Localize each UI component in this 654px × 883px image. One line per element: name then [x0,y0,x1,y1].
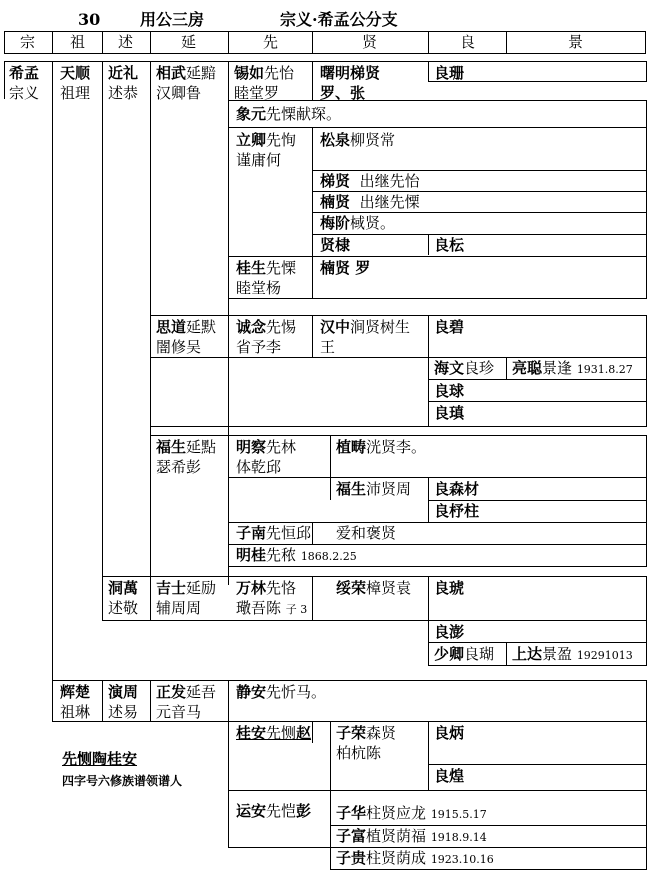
person-aihe: 爱和褒贤 [336,524,397,542]
person-hanzhong: 汉中涧贤树生 [320,318,411,336]
person-hanzhong-zi: 王 [320,338,336,356]
person-meijie: 梅阶棫贤。 [320,214,396,232]
person-fusheng-2: 福生沛贤周 [336,480,412,498]
person-liangzhen: 良瑱 [434,404,465,422]
person-yanzhou: 演周 [108,683,139,701]
person-xiru-zi: 睦堂罗 [234,84,280,102]
person-liangzhuzhu: 良杼柱 [434,502,480,520]
person-fusheng-zi: 瑟希彭 [156,458,202,476]
person-tixian: 梯贤 出继先怡 [320,172,420,190]
person-suirong: 绥荣樟贤袁 [336,579,412,597]
person-shuming: 曙明梯贤 [320,64,381,82]
person-tianshun-zi: 祖理 [60,84,91,102]
person-huichu: 辉楚 [60,683,91,701]
person-liangshan: 良珊 [434,64,465,82]
person-shaoqing: 少卿良瑚 [434,645,495,663]
person-zhengfa-zi: 元音马 [156,703,202,721]
gen-header-zong: 宗 [20,33,36,51]
person-mingcha-zi: 体乾邱 [236,458,282,476]
person-dongwan: 洞萬 [108,579,139,597]
person-lianghu: 良琥 [434,579,465,597]
person-chengnian: 诚念先惕 [236,318,297,336]
person-minggui: 明桂先秾 1868.2.25 [236,546,357,564]
person-liqing: 立卿先恂 [236,131,297,149]
branch-title: 宗义·希孟公分支 [280,10,398,29]
person-nanxian-2: 楠贤 罗 [320,259,371,277]
person-jinli: 近礼 [108,64,139,82]
person-ximeng: 希孟 [9,64,40,82]
page-number: 30 [78,10,101,29]
person-liangbi: 良碧 [434,318,465,336]
person-shuming-wife: 罗、张 [320,84,366,102]
person-jishi-zi: 辅周周 [156,599,202,617]
credit-role: 四字号六修族谱领谱人 [62,774,183,788]
person-nanxian: 楠贤 出继先慄 [320,193,420,211]
person-lianghuang: 良煌 [434,767,465,785]
person-liangsencai: 良森材 [434,480,480,498]
person-tianshun: 天顺 [60,64,91,82]
credit-name: 先恻陶桂安 [62,750,138,768]
person-sidao-zi: 闇修吴 [156,338,202,356]
person-liqing-zi: 谨庸何 [236,151,282,169]
gen-header-jing: 景 [568,33,584,51]
person-zigui: 子贵柱贤荫成 1923.10.16 [336,849,494,867]
person-chengnian-zi: 省予李 [236,338,282,356]
person-liangpeng: 良澎 [434,623,465,641]
gen-header-yan: 延 [181,33,197,51]
person-wanlin: 万林先恪 [236,579,297,597]
person-yunan: 运安先恺彭 [236,802,312,820]
person-liangqiu: 良球 [434,382,465,400]
person-xiangwu: 相武延黯 [156,64,217,82]
person-jinli-zi: 述恭 [108,84,139,102]
person-wanlin-zi: 璥吾陈 子 3 [236,599,308,617]
person-jingan: 静安先忻马。 [236,683,327,701]
person-mingcha: 明察先林 [236,438,297,456]
person-haiwen: 海文良珍 [434,359,495,377]
person-huichu-zi: 祖琳 [60,703,91,721]
person-xiangwu-zi: 汉卿鲁 [156,84,202,102]
person-liangyun: 良枟 [434,236,465,254]
person-yanzhou-zi: 述易 [108,703,139,721]
person-guisheng: 桂生先慄 [236,259,297,277]
person-sidao: 思道延默 [156,318,217,336]
house-title: 用公三房 [140,10,205,29]
person-guisheng-zi: 睦堂杨 [236,279,282,297]
person-shangda: 上达景盈 19291013 [512,645,633,663]
person-fusheng: 福生延點 [156,438,217,456]
person-liangbing: 良炳 [434,724,465,742]
person-zinan: 子南先恒邱 [236,524,312,542]
person-zirong-zi: 柏杭陈 [336,744,382,762]
person-zihua: 子华柱贤应龙 1915.5.17 [336,804,487,822]
person-ximeng-zi: 宗义 [9,84,40,102]
person-zirong: 子荣森贤 [336,724,397,742]
person-zhengfa: 正发延吾 [156,683,217,701]
person-liangcong: 亮聪景逢 1931.8.27 [512,359,633,377]
person-dongwan-zi: 述敬 [108,599,139,617]
gen-header-shu: 述 [118,33,134,51]
person-zifu: 子富植贤荫福 1918.9.14 [336,827,487,845]
gen-header-xian2: 贤 [362,33,378,51]
person-xiandi: 贤棣 [320,236,351,254]
person-jishi: 吉士延励 [156,579,217,597]
gen-header-xian: 先 [263,33,279,51]
person-xiru: 锡如先怡 [234,64,295,82]
gen-header-liang: 良 [460,33,476,51]
person-xiangyuan: 象元先慄献琛。 [236,105,342,123]
person-guian: 桂安先恻赵 [236,724,312,742]
person-songquan: 松泉柳贤常 [320,131,396,149]
gen-header-zu: 祖 [70,33,86,51]
person-zhichou: 植畴洸贤李。 [336,438,427,456]
